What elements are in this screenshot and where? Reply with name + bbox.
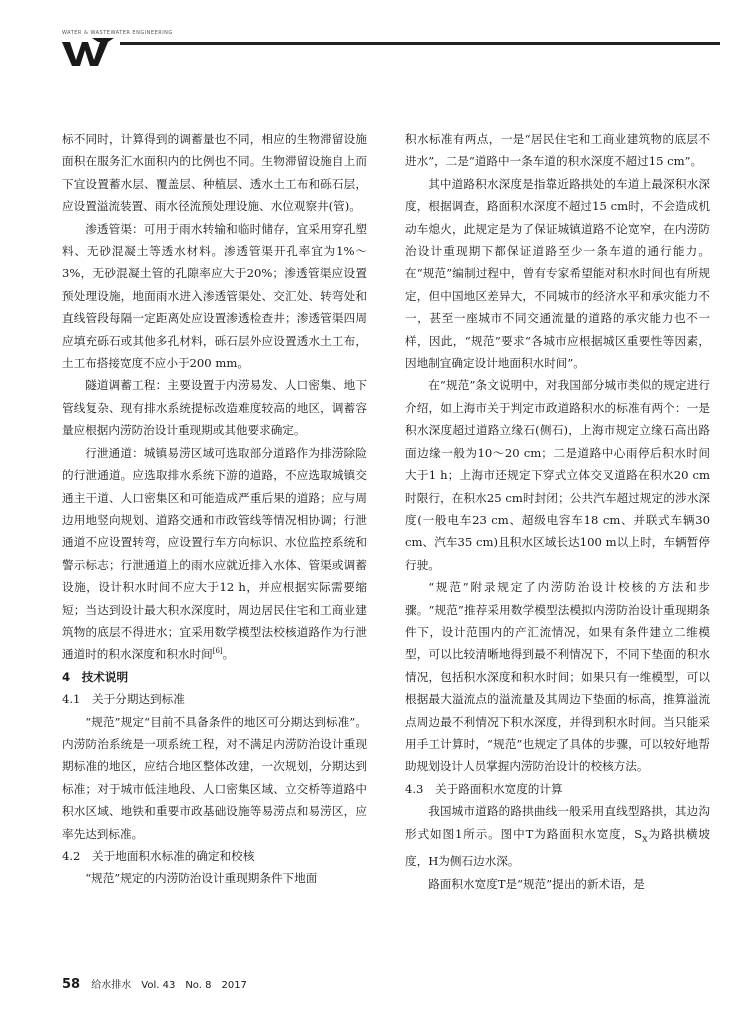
paragraph-end: 为路拱横坡度，H为侧石边水深。 bbox=[405, 826, 710, 869]
paragraph: “规范”规定“目前不具备条件的地区可分期达到标准”。内涝防治系统是一项系统工程，对不满足内涝防治设计重现期标准的地区，应结合地区整体改建，一次规划，分期达到标准；对于城市低洼地段、人口密集区域、立交桥等道路中积水区域、地铁和重要市政基础设施等易涝点和易涝区，应率先达到标准。 bbox=[62, 714, 367, 841]
header-caption: WATER & WASTEWATER ENGINEERING bbox=[62, 30, 173, 36]
paragraph: 其中道路积水深度是指靠近路拱处的车道上最深积水深度，根据调查，路面积水深度不超过15 cm时，不会造成机动车熄火，此规定是为了保证城镇道路不论宽窄，在内涝防治设计重现期下都保证道路至少一条车道的通行能力。在“规范”编制过程中，曾有专家希望能对积水时间也有所规定，但中国地区差异大，不同城市的经济水平和承灾能力不一，甚至一座城市不同交通流量的道路的承灾能力也不一样，因此，“规范”要求“各城市应根据城区重要性等因素，因地制宜确定设计地面积水时间”。 bbox=[405, 176, 710, 371]
subsection-heading: 4.2 关于地面积水标准的确定和校核 bbox=[62, 849, 255, 863]
journal-logo-icon bbox=[62, 38, 114, 66]
subscript: x bbox=[642, 832, 648, 844]
paragraph-end: 。 bbox=[222, 647, 235, 662]
running-header bbox=[62, 30, 720, 74]
subsection-heading: 4.1 关于分期达到标准 bbox=[62, 692, 185, 707]
paragraph: 在“规范”条文说明中，对我国部分城市类似的规定进行介绍，如上海市关于判定市政道路积水的标准有两个：一是积水深度超过道路立缘石(侧石)，上海市规定立缘石高出路面边缘一般为10～20 cm；二是道路中心雨停后积水时间大于1 h；上海市还规定下穿式立体交叉道路在积水20 cm时限行，在积水25 cm时封闭；公共汽车超过规定的涉水深度(一般电车23 cm、超级电容车18 cm、并联式车辆30 cm、汽车35 cm)且积水区域长达100 m以上时，车辆暂停行驶。 bbox=[405, 378, 710, 572]
paragraph: 路面积水宽度T是“规范”提出的新术语，是 bbox=[428, 876, 645, 891]
paragraph bbox=[62, 442, 367, 666]
journal-citation: 给水排水 Vol. 43 No. 8 2017 bbox=[91, 980, 247, 991]
paragraph: “规范”附录规定了内涝防治设计校核的方法和步骤。“规范”推荐采用数学模型法模拟内涝防治设计重现期条件下，设计范围内的产汇流情况，如果有条件建立二维模型，可以比较清晰地得到最不利情况下，不同下垫面的积水情况，包括积水深度和积水时间；如果只有一维模型，可以根据最大溢流点的溢流量及其周边下垫面的标高，推算溢流点周边最不利情况下积水深度，并得到积水时间。当只能采用手工计算时，“规范”也规定了具体的步骤，可以较好地帮助规划设计人员掌握内涝防治设计的校核方法。 bbox=[405, 580, 710, 774]
paragraph: 标不同时，计算得到的调蓄量也不同，相应的生物滞留设施面积在服务汇水面积内的比例也不同。生物滞留设施自上而下宜设置蓄水层、覆盖层、种植层、透水土工布和砾石层，应设置溢流装置、雨水径流预处理设施、水位观察井(管)。 bbox=[62, 132, 367, 214]
paragraph: 隧道调蓄工程：主要设置于内涝易发、人口密集、地下管线复杂、现有排水系统提标改造难度较高的地区，调蓄容量应根据内涝防治设计重现期或其他要求确定。 bbox=[62, 378, 367, 438]
paragraph: 渗透管渠：可用于雨水转输和临时储存，宜采用穿孔塑料、无砂混凝土等透水材料。渗透管渠开孔率宜为1%～3%，无砂混凝土管的孔隙率应大于20%；渗透管渠应设置预处理设施，地面雨水进入渗透管渠处、交汇处、转弯处和直线管段每隔一定距离处应设置渗透检查井；渗透管渠四周应填充砾石或其他多孔材料，砾石层外应设置透水土工布，土工布搭接宽度不应小于200 mm。 bbox=[62, 221, 367, 371]
paragraph: “规范”规定的内涝防治设计重现期条件下地面 bbox=[85, 871, 318, 886]
paragraph: 积水标准有两点，一是“居民住宅和工商业建筑物的底层不进水”，二是“道路中一条车道的积水深度不超过15 cm”。 bbox=[405, 132, 710, 169]
section-heading: 4 技术说明 bbox=[62, 669, 129, 684]
header-rule bbox=[120, 42, 720, 45]
left-column bbox=[62, 128, 367, 890]
right-column bbox=[405, 128, 710, 895]
citation-ref: [6] bbox=[212, 647, 223, 656]
subsection-heading: 4.3 关于路面积水宽度的计算 bbox=[405, 781, 563, 796]
paragraph-text: 行泄通道：城镇易涝区域可选取部分道路作为排涝除险的行泄通道。应选取排水系统下游的道路，不应选取城镇交通主干道、人口密集区和可能造成严重后果的道路；应与周边用地竖向规划、道路交通和市政管线等情况相协调；行泄通道不应设置转弯，应设置行车方向标识、水位监控系统和警示标志；行泄通道上的雨水应就近排入水体、管渠或调蓄设施，设计积水时间不应大于12 h，并应根据实际需要缩短；当达到设计最大积水深度时，周边居民住宅和工商业建筑物的底层不得进水；宜采用数学模型法校核道路作为行泄通道时的积水深度和积水时间 bbox=[62, 445, 367, 662]
page-number: 58 bbox=[62, 977, 81, 992]
page-footer bbox=[62, 976, 247, 992]
paragraph-text: 我国城市道路的路拱曲线一般采用直线型路拱，其边沟形式如图1所示。图中T为路面积水宽度，S bbox=[405, 804, 710, 841]
paragraph bbox=[405, 800, 710, 873]
